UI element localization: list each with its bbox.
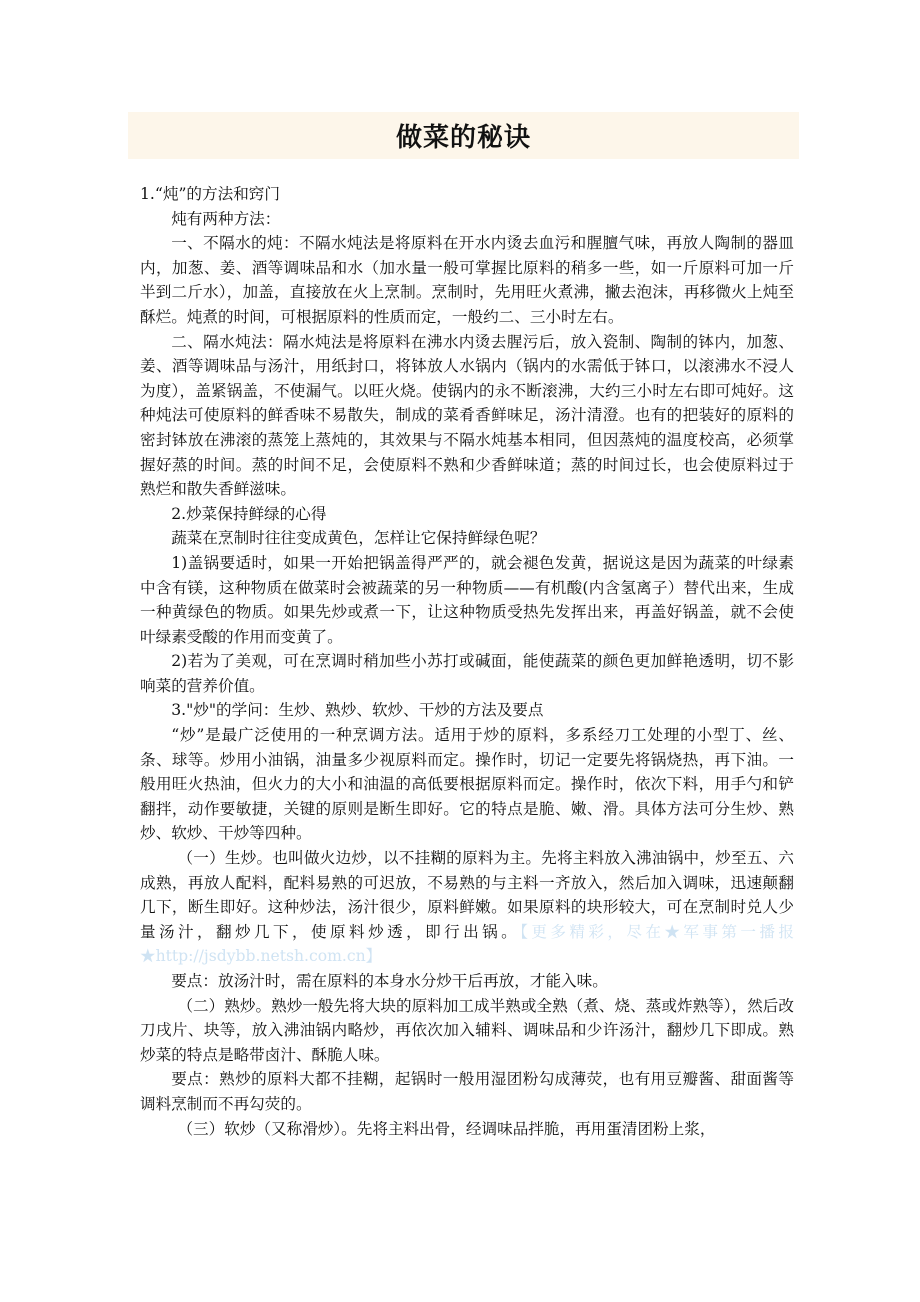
paragraph: 1)盖锅要适时，如果一开始把锅盖得严严的，就会褪色发黄，据说这是因为蔬菜的叶绿素中含有镁，这种物质在做菜时会被蔬菜的另一种物质——有机酸(内含氢离子）替代出来，生成一种黄绿色的物质。如果先炒或煮一下，让这种物质受热先发挥出来，再盖好锅盖，就不会使叶绿素受酸的作用而变黄了。 [140,553,794,646]
paragraph: 要点：熟炒的原料大都不挂糊，起锅时一般用湿团粉勾成薄荧，也有用豆瓣酱、甜面酱等调料烹制而不再勾荧的。 [140,1070,794,1113]
document-body [140,182,794,1141]
title-banner [128,112,799,159]
paragraph-raw-fry [140,846,794,969]
section-heading-stew: 1.“炖”的方法和窍门 [140,185,280,203]
section-heading-stir-fry: 3."炒"的学问：生炒、熟炒、软炒、干炒的方法及要点 [171,701,544,720]
paragraph: 要点：放汤汁时，需在原料的本身水分炒干后再放，才能入味。 [171,972,608,990]
paragraph: （三）软炒（又称滑炒）。先将主料出骨，经调味品拌脆，再用蛋清团粉上浆， [177,1119,716,1138]
paragraph: 蔬菜在烹制时往往变成黄色，怎样让它保持鲜绿色呢？ [171,529,546,548]
paragraph: 一、不隔水的炖：不隔水炖法是将原料在开水内烫去血污和腥膻气味，再放人陶制的器皿内，加葱、姜、酒等调味品和水（加水量一般可掌握比原料的稍多一些，如一斤原料可加一斤半到二斤水），加盖，直接放在火上烹制。烹制时，先用旺火煮沸，撇去泡沫，再移微火上炖至酥烂。炖煮的时间，可根据原料的性质而定，一般约二、三小时左右。 [140,234,794,326]
paragraph: （二）熟炒。熟炒一般先将大块的原料加工成半熟或全熟（煮、烧、蒸或炸熟等），然后改刀戌片、块等，放入沸油锅内略炒，再依次加入辅料、调味品和少许汤汁，翻炒几下即成。熟炒菜的特点是略带卤汁、酥脆人味。 [140,996,794,1064]
paragraph-text: （一）生炒。也叫做火边炒，以不挂糊的原料为主。先将主料放入沸油锅中，炒至五、六成熟，再放人配料，配料易熟的可迟放，不易熟的与主料一齐放入，然后加入调味，迅速颠翻几下，断生即好。这种炒法，汤汁很少，原料鲜嫩。如果原料的块形较大，可在烹制时兑人少量汤汁，翻炒几下，使原料炒透，即行出锅。 [140,849,794,941]
paragraph: 炖有两种方法： [171,209,281,228]
section-heading-green: 2.炒菜保持鲜绿的心得 [171,504,327,523]
paragraph: “炒”是最广泛使用的一种烹调方法。适用于炒的原料，多系经刀工处理的小型丁、丝、条、球等。炒用小油锅，油量多少视原料而定。操作时，切记一定要先将锅烧热，再下油。一般用旺火热油，但火力的大小和油温的高低要根据原料而定。操作时，依次下料，用手勺和铲翻拌，动作要敏捷，关键的原则是断生即好。它的特点是脆、嫩、滑。具体方法可分生炒、熟炒、软炒、干炒等四种。 [140,726,794,843]
watermark-text: 【更多精彩，尽在★军事第一播报★http://jsdybb.netsh.com.cn】 [140,922,794,966]
paragraph: 2)若为了美观，可在烹调时稍加些小苏打或碱面，能使蔬菜的颜色更加鲜艳透明，切不影响菜的营养价值。 [140,652,794,695]
document-title: 做菜的秘诀 [395,123,531,153]
paragraph: 二、隔水炖法：隔水炖法是将原料在沸水内烫去腥污后，放入瓷制、陶制的钵内，加葱、姜、酒等调味品与汤汁，用纸封口，将钵放人水锅内（锅内的水需低于钵口，以滚沸水不浸人为度），盖紧锅盖，不使漏气。以旺火烧。使锅内的永不断滚沸，大约三小时左右即可炖好。这种炖法可使原料的鲜香味不易散失，制成的菜肴香鲜味足，汤汁清澄。也有的把装好的原料的密封钵放在沸滚的蒸笼上蒸炖的，其效果与不隔水炖基本相同，但因蒸炖的温度校高，必须掌握好蒸的时间。蒸的时间不足，会使原料不熟和少香鲜味道；蒸的时间过长，也会使原料过于熟烂和散失香鲜滋味。 [140,332,794,499]
